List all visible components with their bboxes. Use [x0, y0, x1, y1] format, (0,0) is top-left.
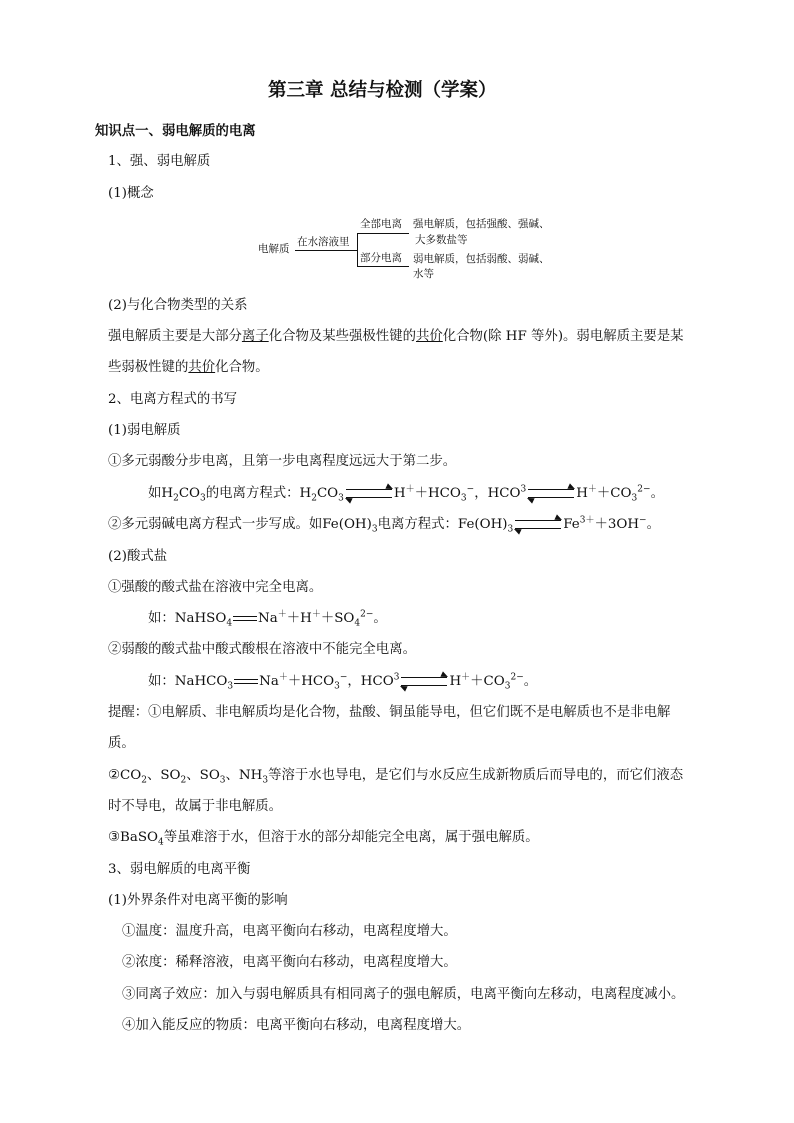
paragraph: ①强酸的酸式盐在溶液中完全电离。 [108, 580, 323, 595]
reversible-arrow [528, 487, 574, 501]
subheading: 2、电离方程式的书写 [108, 392, 238, 407]
diagram-strong-desc: 强电解质，包括强酸、强碱、 [413, 218, 550, 230]
paragraph: 质。 [108, 736, 135, 751]
paragraph: ②弱酸的酸式盐中酸式酸根在溶液中不能完全电离。 [108, 642, 416, 657]
subheading: (1)概念 [108, 186, 154, 201]
paragraph: 强电解质主要是大部分离子化合物及某些强极性键的共价化合物(除 HF 等外)。弱电解质主要是某 [108, 329, 684, 344]
section-heading: 知识点一、弱电解质的电离 [95, 123, 256, 139]
equation-line: 如：NaHCO$_3$ $Na^++HCO_3^-$，HCO$^3$ $H^++CO_3^{2-}$。 [148, 672, 538, 692]
diagram-condition: 在水溶液里 [297, 236, 350, 248]
equals-sign [233, 616, 257, 621]
reversible-arrow [515, 518, 561, 532]
equation-line: 如$H_2CO_3$的电离方程式：$H_2CO_3$ $H^++HCO_3^-$，HCO$^3$ $H^++CO_3^{2-}$。 [148, 484, 664, 504]
diagram-weak-desc: 弱电解质，包括弱酸、弱碱、 [413, 253, 550, 265]
paragraph: ③BaSO$_4$等虽难溶于水，但溶于水的部分却能完全电离，属于强电解质。 [108, 830, 539, 848]
paragraph: ①多元弱酸分步电离，且第一步电离程度远远大于第二步。 [108, 454, 457, 469]
diagram-full-ionization: 全部电离 [360, 218, 402, 230]
paragraph: $②CO_2$、$SO_2$、$SO_3$、$NH_3$等溶于水也导电，是它们与水反应生成新物质后而导电的，而它们液态 [108, 768, 684, 786]
diagram-partial-ionization: 部分电离 [360, 252, 402, 264]
diagram-root: 电解质 [258, 243, 290, 255]
paragraph: 时不导电，故属于非电解质。 [108, 799, 283, 814]
paragraph: 提醒：①电解质、非电解质均是化合物，盐酸、铜虽能导电，但它们既不是电解质也不是非电解 [108, 705, 671, 720]
diagram-bracket [357, 233, 358, 267]
list-item: ②浓度：稀释溶液，电离平衡向右移动，电离程度增大。 [122, 955, 457, 970]
subheading: (1)弱电解质 [108, 423, 181, 438]
list-item: ①温度：温度升高，电离平衡向右移动，电离程度增大。 [122, 924, 457, 939]
paragraph: 些弱极性键的共价化合物。 [108, 360, 269, 375]
equation-line: ②多元弱碱电离方程式一步写成。如$Fe(OH)_3$电离方程式：$Fe(OH)_3$ $Fe^{3+}+3OH^-$。 [108, 515, 660, 535]
equation-line: 如：NaHSO$_4$ $Na^++H^++SO_4^{2-}$。 [148, 609, 387, 629]
equals-sign [234, 679, 258, 684]
subheading: 3、弱电解质的电离平衡 [108, 862, 251, 877]
diagram-weak-desc: 水等 [413, 268, 434, 280]
reversible-arrow [401, 675, 447, 689]
subheading: (2)酸式盐 [108, 549, 168, 564]
list-item: ③同离子效应：加入与弱电解质具有相同离子的强电解质，电离平衡向左移动，电离程度减小。 [122, 987, 685, 1002]
diagram-line [295, 250, 357, 251]
diagram-strong-desc: 大多数盐等 [415, 234, 468, 246]
diagram-line [357, 266, 409, 267]
list-item: ④加入能反应的物质：电离平衡向右移动，电离程度增大。 [122, 1018, 471, 1033]
subheading: 1、强、弱电解质 [108, 154, 211, 169]
subheading: (1)外界条件对电离平衡的影响 [108, 893, 288, 908]
subheading: (2)与化合物类型的关系 [108, 298, 248, 313]
page-title: 第三章 总结与检测（学案） [268, 80, 497, 101]
reversible-arrow [346, 487, 392, 501]
diagram-line [357, 233, 409, 234]
